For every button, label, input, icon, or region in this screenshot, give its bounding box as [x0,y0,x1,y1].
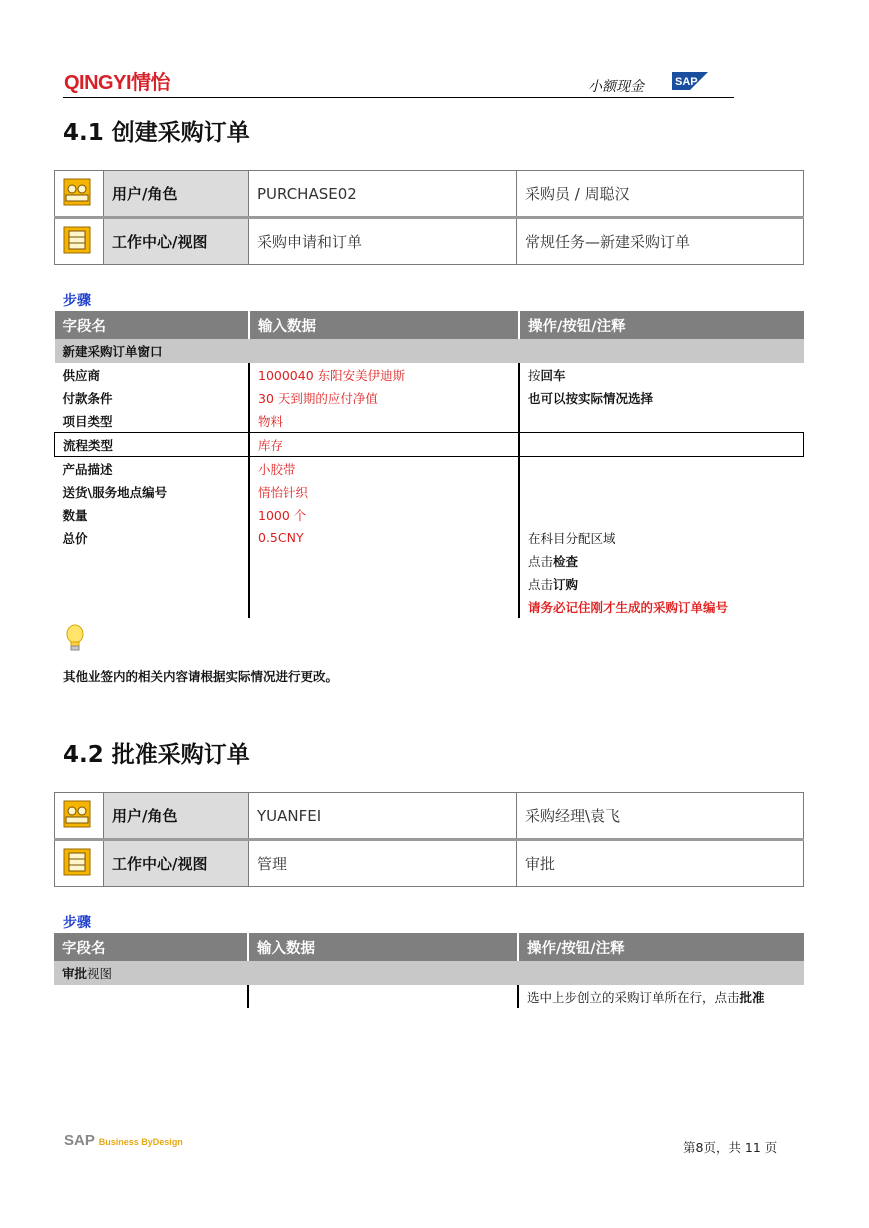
action-note [519,457,804,481]
role-user-id: YUANFEI [249,793,517,840]
hint-note: 其他业签内的相关内容请根据实际情况进行更改。 [63,669,339,684]
section-row [55,339,804,363]
action-note: 也可以按实际情况选择 [519,386,804,409]
work-center-label: 工作中心/视图 [104,218,249,265]
field-name: 总价 [62,530,88,546]
action-note [519,503,804,526]
section-title-approve-po: 4.2 批准采购订单 [63,742,250,768]
input-value: 库存 [249,433,519,457]
work-center-value: 管理 [249,840,517,887]
steps-label: 步骤 [63,293,91,309]
col-input-data: 输入数据 [249,311,519,339]
work-center-label: 工作中心/视图 [104,840,249,887]
action-note: 点击订购 [519,572,804,595]
table-row [55,549,804,572]
action-note: 按回车 [519,363,804,386]
steps-label: 步骤 [63,915,91,931]
role-icon-cell [55,171,104,218]
field-name [55,595,250,618]
work-center-icon [63,848,91,876]
table-row [55,595,804,618]
input-value: 1000 个 [249,503,519,526]
table-row [55,503,804,526]
lightbulb-icon [64,624,86,654]
table-row [55,480,804,503]
field-name: 付款条件 [62,390,113,406]
action-note [519,480,804,503]
input-value: 物料 [249,409,519,433]
role-user-id: PURCHASE02 [249,171,517,218]
field-name [55,572,250,595]
section-row [54,961,804,985]
table-row [55,457,804,481]
section-row-label: 审批视图 [54,961,804,985]
col-input-data: 输入数据 [248,933,518,961]
sap-bydesign-logo: SAP Business ByDesign [64,1132,183,1149]
role-row [55,793,804,840]
table-row [55,386,804,409]
role-name: 采购经理\袁飞 [517,793,804,840]
table-row [55,526,804,549]
action-note [519,433,804,457]
input-value: 1000040 东阳安美伊迪斯 [249,363,519,386]
col-action: 操作/按钮/注释 [519,311,804,339]
role-row [55,171,804,218]
svg-text:SAP: SAP [675,76,698,88]
section-row-label: 新建采购订单窗口 [55,339,804,363]
table-row [55,409,804,433]
work-center-icon-cell [55,840,104,887]
input-value: 情怡针织 [249,480,519,503]
steps-table-1 [54,311,804,618]
action-note [519,409,804,433]
user-role-icon [63,800,91,828]
field-name: 项目类型 [62,413,113,429]
action-note: 选中上步创立的采购订单所在行，点击批准 [518,985,804,1008]
role-table-2 [54,792,804,887]
table-row [55,572,804,595]
action-note: 点击检查 [519,549,804,572]
col-action: 操作/按钮/注释 [518,933,804,961]
role-label: 用户/角色 [104,793,249,840]
role-icon-cell [55,793,104,840]
work-center-value: 采购申请和订单 [249,218,517,265]
header-rule [63,97,734,98]
field-name [54,985,248,1008]
field-name: 供应商 [62,367,101,383]
field-name [55,549,250,572]
work-center-view: 常规任务—新建采购订单 [517,218,804,265]
steps-header-row [55,311,804,339]
action-warning: 请务必记住刚才生成的采购订单编号 [519,595,804,618]
section-title-create-po: 4.1 创建采购订单 [63,120,250,146]
table-row [55,363,804,386]
field-name: 数量 [62,507,88,523]
steps-header-row [54,933,804,961]
sap-logo [672,72,708,90]
work-center-row [55,840,804,887]
role-label: 用户/角色 [104,171,249,218]
doc-title: 小额现金 [588,79,644,95]
field-name: 流程类型 [55,433,250,457]
role-table-1 [54,170,804,265]
work-center-row [55,218,804,265]
steps-table-2 [54,933,804,1008]
input-value [249,595,519,618]
col-field-name: 字段名 [55,311,250,339]
work-center-icon-cell [55,218,104,265]
work-center-icon [63,226,91,254]
input-value [249,572,519,595]
table-row-highlighted [55,433,804,457]
input-value: 0.5CNY [249,526,519,549]
table-row [54,985,804,1008]
work-center-view: 审批 [517,840,804,887]
col-field-name: 字段名 [54,933,248,961]
company-logo: QINGYI情怡 [64,72,171,94]
field-name: 产品描述 [62,461,113,477]
user-role-icon [63,178,91,206]
action-note: 在科目分配区域 [519,526,804,549]
input-value [249,549,519,572]
input-value: 30 天到期的应付净值 [249,386,519,409]
input-value: 小胶带 [249,457,519,481]
page-number: 第8页，共 11 页 [683,1140,778,1155]
input-value [248,985,518,1008]
role-name: 采购员 / 周聪汉 [517,171,804,218]
field-name: 送货\服务地点编号 [62,484,168,500]
